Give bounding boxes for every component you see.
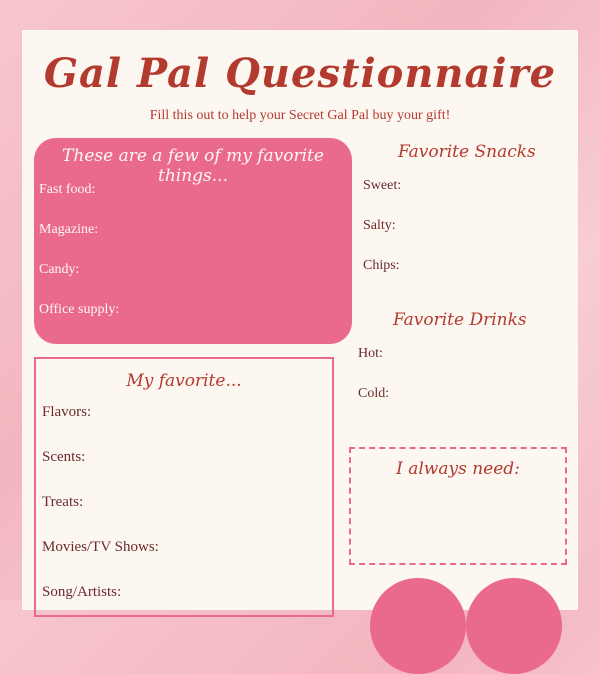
always-need-heading: I always need: <box>396 459 520 479</box>
favorite-things-heading: These are a few of my favorite things... <box>62 146 324 186</box>
decorative-circle-right <box>466 578 562 674</box>
flavors-field[interactable]: Flavors: <box>42 404 92 420</box>
hot-field[interactable]: Hot: <box>358 346 383 361</box>
movies-tv-shows-field[interactable]: Movies/TV Shows: <box>42 539 159 555</box>
favorite-snacks-heading: Favorite Snacks <box>398 142 536 162</box>
page-subtitle: Fill this out to help your Secret Gal Pal buy your gift! <box>149 108 451 123</box>
decorative-circle-left <box>370 578 466 674</box>
treats-field[interactable]: Treats: <box>42 494 84 510</box>
magazine-field[interactable]: Magazine: <box>39 222 99 237</box>
my-favorite-heading: My favorite... <box>126 371 242 391</box>
always-need-box[interactable] <box>349 447 567 565</box>
fast-food-field[interactable]: Fast food: <box>39 182 96 197</box>
sweet-field[interactable]: Sweet: <box>363 178 402 193</box>
my-favorite-box <box>34 357 334 617</box>
favorite-drinks-heading: Favorite Drinks <box>393 310 527 330</box>
candy-field[interactable]: Candy: <box>39 262 80 277</box>
scents-field[interactable]: Scents: <box>42 449 86 465</box>
office-supply-field[interactable]: Office supply: <box>39 302 120 317</box>
salty-field[interactable]: Salty: <box>363 218 396 233</box>
chips-field[interactable]: Chips: <box>363 258 400 273</box>
favorite-things-box <box>34 138 352 344</box>
cold-field[interactable]: Cold: <box>358 386 390 401</box>
song-artists-field[interactable]: Song/Artists: <box>42 584 122 600</box>
page-title: Gal Pal Questionnaire <box>43 50 557 97</box>
